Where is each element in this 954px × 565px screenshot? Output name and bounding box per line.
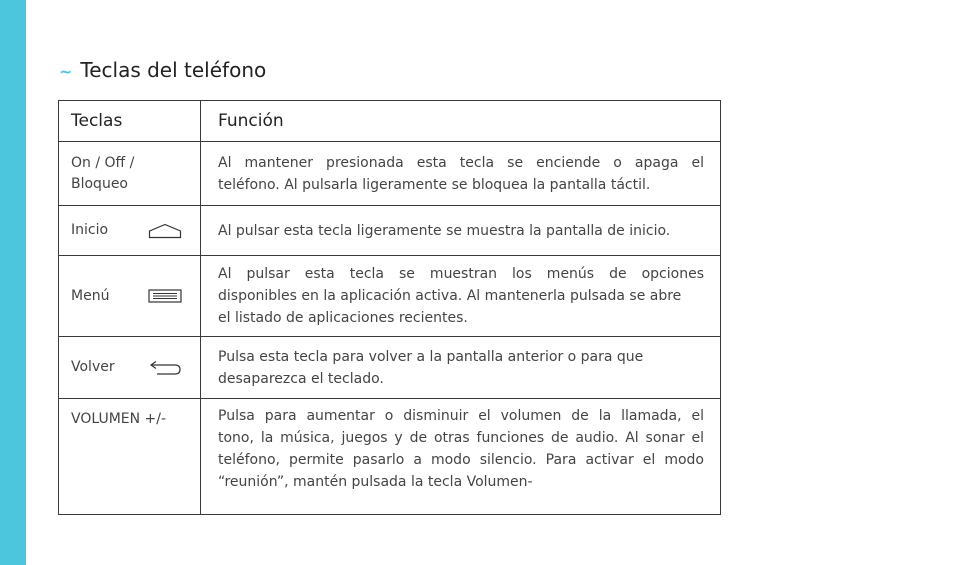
key-cell-home xyxy=(59,206,201,256)
key-cell-back xyxy=(59,337,201,399)
function-text-line: Al pulsar esta tecla se muestran los menús de opciones xyxy=(218,266,704,282)
table-row xyxy=(59,142,721,206)
function-text-line: Al pulsar esta tecla ligeramente se muestra la pantalla de inicio. xyxy=(218,222,671,239)
keys-table xyxy=(58,100,721,515)
function-text-line: desaparezca el teclado. xyxy=(218,370,384,387)
heading-marker: ~ xyxy=(59,62,73,81)
table-row xyxy=(59,256,721,337)
table-row xyxy=(59,206,721,256)
function-cell-home xyxy=(201,206,721,256)
function-text-line: “reunión”, mantén pulsada la tecla Volumen- xyxy=(218,474,533,490)
key-label-line: Bloqueo xyxy=(71,175,128,192)
page-title: Teclas del teléfono xyxy=(80,58,267,82)
side-accent-bar xyxy=(0,0,26,565)
key-cell-power xyxy=(59,142,201,206)
key-label: Menú xyxy=(71,287,110,304)
menu-icon xyxy=(148,289,182,303)
function-cell-menu xyxy=(201,256,721,337)
key-label: VOLUMEN +/- xyxy=(71,411,167,427)
table-row xyxy=(59,399,721,515)
home-icon xyxy=(148,223,182,239)
key-cell-volume xyxy=(59,399,201,515)
function-text-line: tono, la música, juegos y de otras funciones de audio. Al sonar el xyxy=(218,430,704,446)
function-text-line: disponibles en la aplicación activa. Al mantenerla pulsada se abre xyxy=(218,288,682,304)
header-keys: Teclas xyxy=(59,101,201,142)
key-label-line: On / Off / xyxy=(71,154,135,171)
table-header-row xyxy=(59,101,721,142)
table-row xyxy=(59,337,721,399)
function-cell-volume xyxy=(201,399,721,515)
function-text-line: Pulsa para aumentar o disminuir el volumen de la llamada, el xyxy=(218,408,704,424)
header-function: Función xyxy=(201,101,721,142)
function-cell-back xyxy=(201,337,721,399)
function-text-line: teléfono. Al pulsarla ligeramente se bloquea la pantalla táctil. xyxy=(218,176,651,193)
function-text-line: teléfono, permite pasarlo a modo silencio. Para activar el modo xyxy=(218,452,704,468)
function-text-line: Pulsa esta tecla para volver a la pantalla anterior o para que xyxy=(218,348,644,365)
section-heading xyxy=(59,58,266,82)
key-label: Inicio xyxy=(71,222,109,238)
function-text-line: el listado de aplicaciones recientes. xyxy=(218,310,468,326)
key-cell-menu xyxy=(59,256,201,337)
function-cell-power xyxy=(201,142,721,206)
back-icon xyxy=(148,360,182,376)
key-label: Volver xyxy=(71,359,115,375)
function-text-line: Al mantener presionada esta tecla se enciende o apaga el xyxy=(218,154,704,171)
